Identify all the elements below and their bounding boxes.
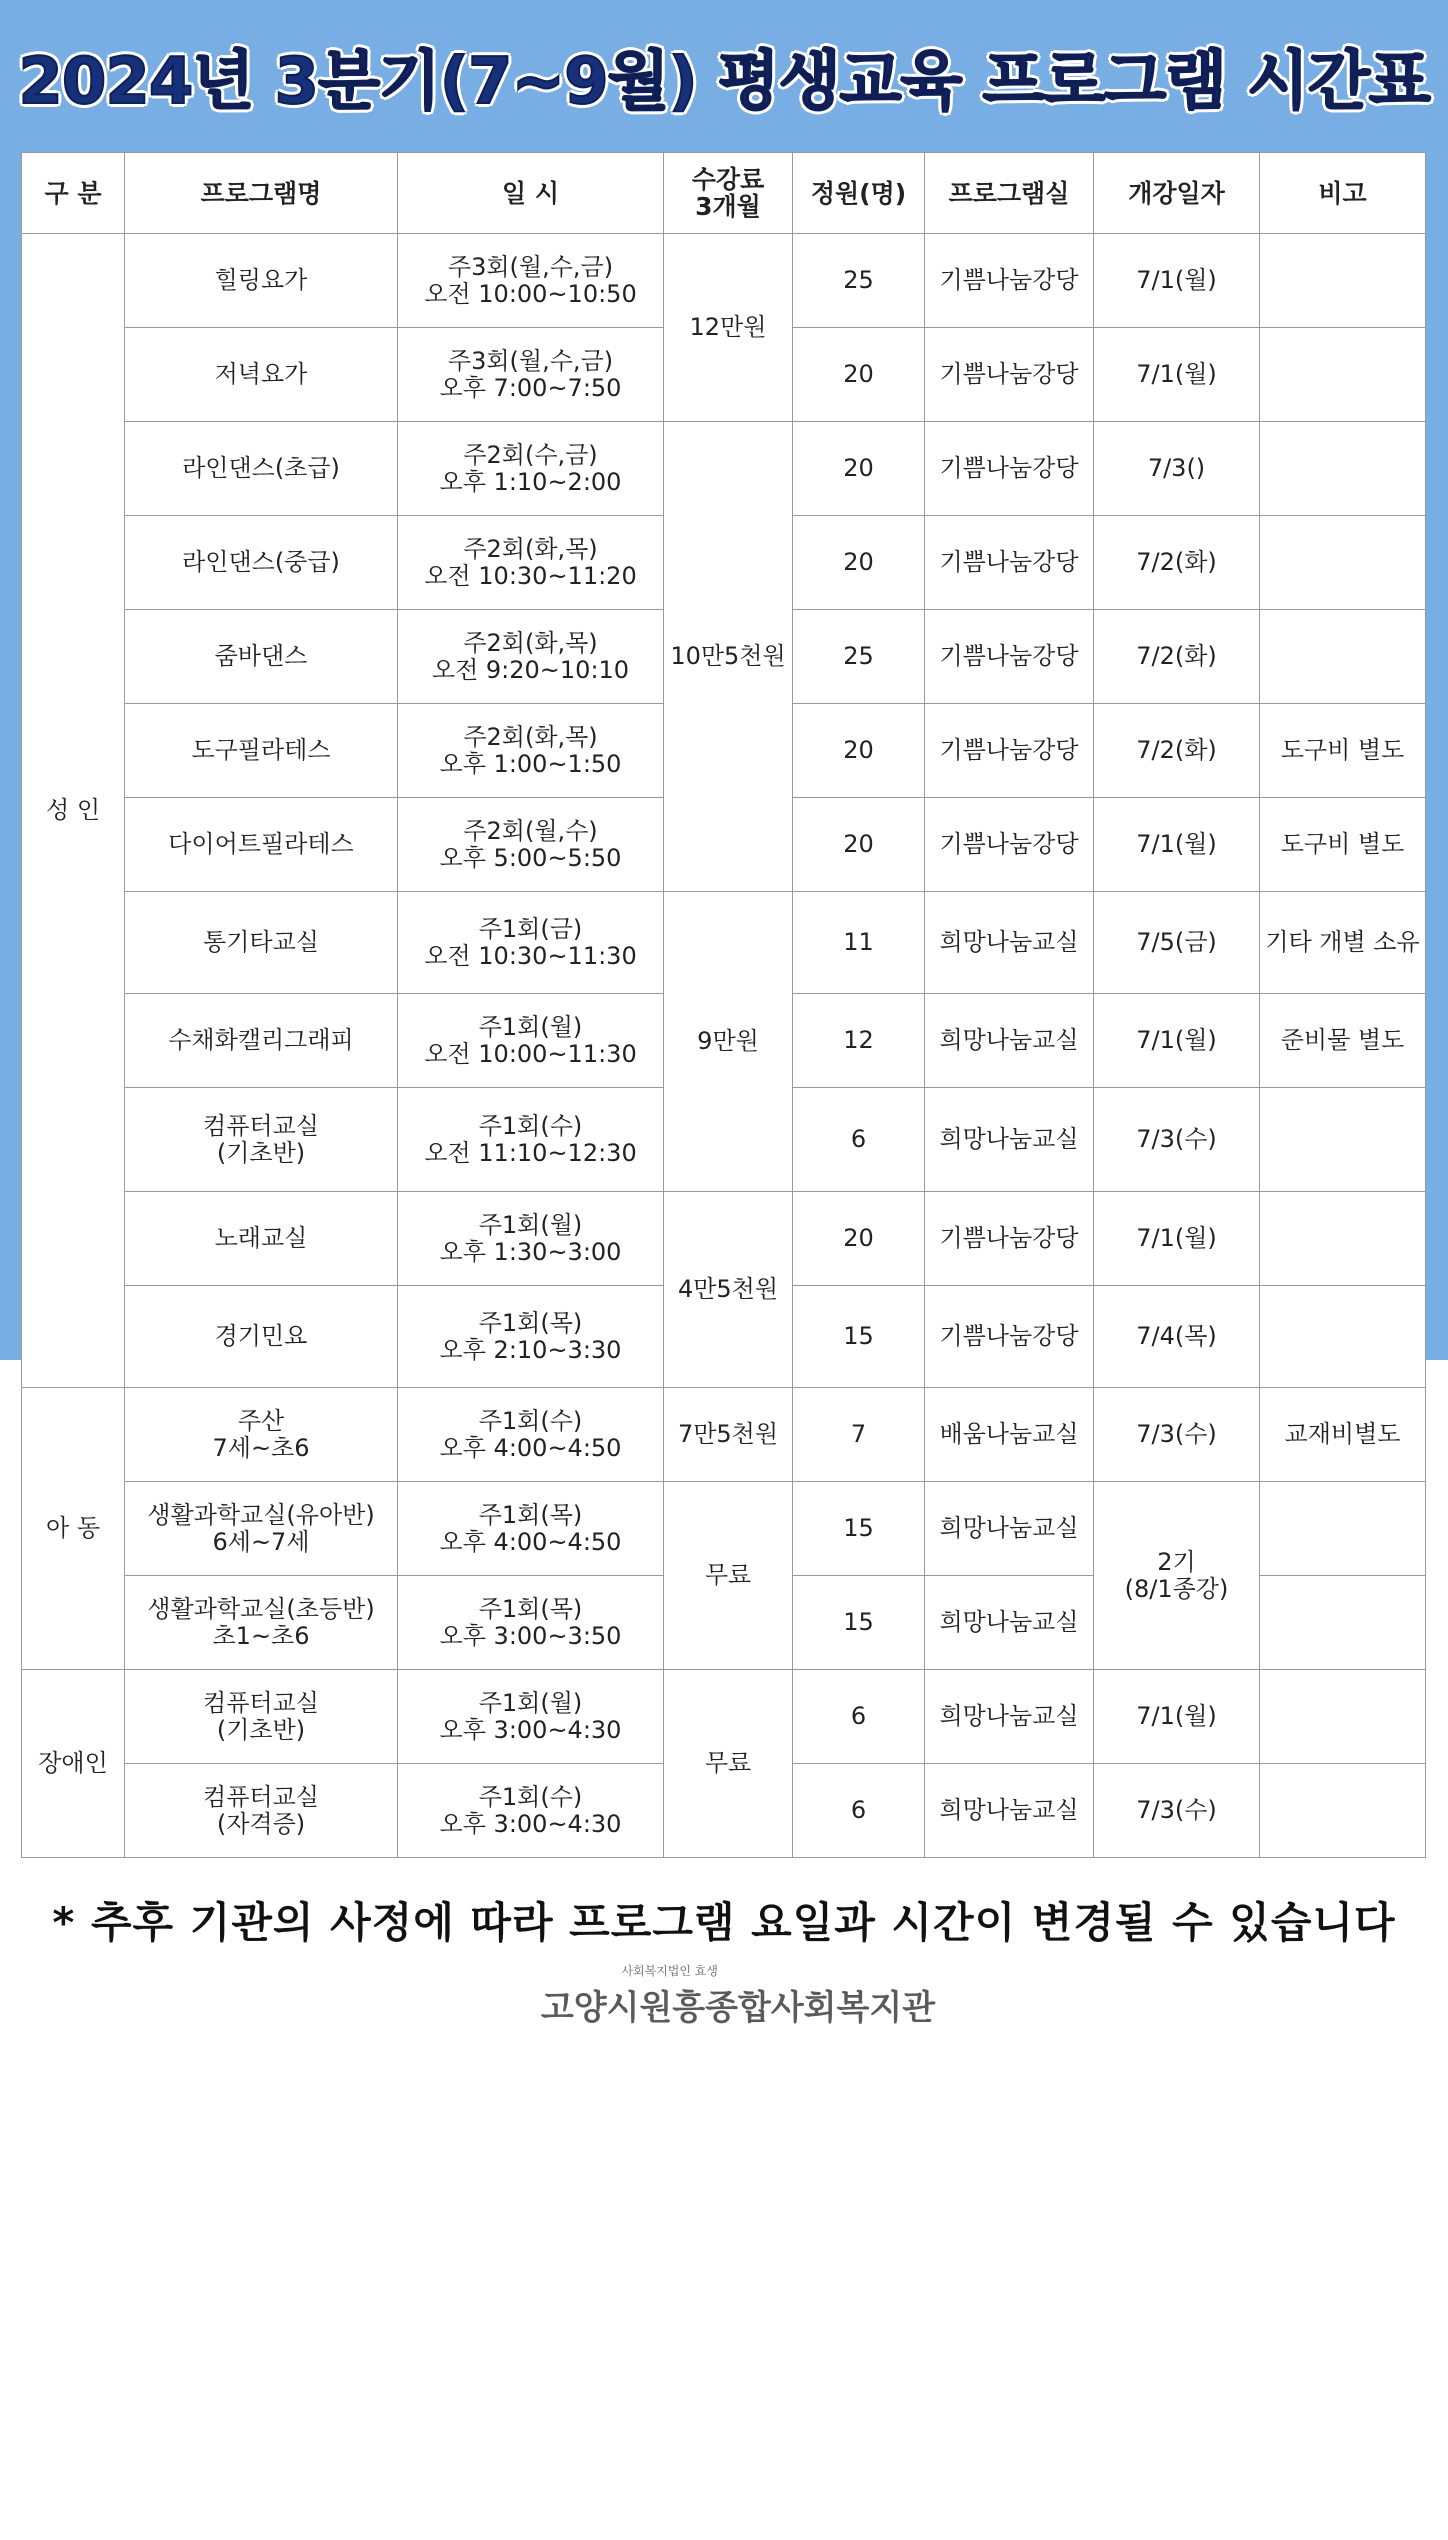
program-capacity: 7 — [793, 1388, 925, 1482]
program-fee: 무료 — [664, 1482, 793, 1670]
program-room: 희망나눔교실 — [925, 1482, 1094, 1576]
program-name: 생활과학교실(유아반) 6세~7세 — [125, 1482, 398, 1576]
table-row — [22, 234, 1426, 328]
program-capacity: 20 — [793, 516, 925, 610]
program-capacity: 20 — [793, 798, 925, 892]
program-room: 희망나눔교실 — [925, 1088, 1094, 1192]
program-name: 노래교실 — [125, 1192, 398, 1286]
program-start: 7/2(화) — [1094, 610, 1260, 704]
table-row — [22, 1192, 1426, 1286]
logo-name: 고양시원흥종합사회복지관 — [540, 1988, 936, 2028]
program-start: 7/1(월) — [1094, 994, 1260, 1088]
program-start: 7/1(월) — [1094, 1670, 1260, 1764]
table-row — [22, 1482, 1426, 1576]
program-fee: 12만원 — [664, 234, 793, 422]
header-room: 프로그램실 — [925, 153, 1094, 234]
program-note — [1260, 234, 1426, 328]
program-capacity: 20 — [793, 328, 925, 422]
organization-logo — [518, 1962, 958, 2032]
program-room: 기쁨나눔강당 — [925, 516, 1094, 610]
program-note — [1260, 610, 1426, 704]
program-capacity: 6 — [793, 1088, 925, 1192]
program-start: 7/1(월) — [1094, 798, 1260, 892]
program-note: 도구비 별도 — [1260, 798, 1426, 892]
program-name: 컴퓨터교실 (기초반) — [125, 1670, 398, 1764]
program-capacity: 11 — [793, 892, 925, 994]
program-note — [1260, 1088, 1426, 1192]
program-note: 도구비 별도 — [1260, 704, 1426, 798]
program-room: 희망나눔교실 — [925, 994, 1094, 1088]
program-room: 희망나눔교실 — [925, 1670, 1094, 1764]
table-row — [22, 1388, 1426, 1482]
program-note — [1260, 422, 1426, 516]
program-start-merged: 2기 (8/1종강) — [1094, 1482, 1260, 1670]
program-schedule: 주1회(금) 오전 10:30~11:30 — [398, 892, 664, 994]
footer-notice: * 추후 기관의 사정에 따라 프로그램 요일과 시간이 변경될 수 있습니다 — [52, 1898, 1396, 1947]
program-note — [1260, 1576, 1426, 1670]
program-room: 기쁨나눔강당 — [925, 422, 1094, 516]
program-schedule: 주1회(월) 오후 3:00~4:30 — [398, 1670, 664, 1764]
program-room: 기쁨나눔강당 — [925, 610, 1094, 704]
program-capacity: 25 — [793, 234, 925, 328]
table-row — [22, 1670, 1426, 1764]
program-note — [1260, 1482, 1426, 1576]
program-capacity: 15 — [793, 1286, 925, 1388]
category-child: 아 동 — [22, 1388, 125, 1670]
program-capacity: 20 — [793, 1192, 925, 1286]
program-capacity: 15 — [793, 1482, 925, 1576]
program-schedule: 주1회(목) 오후 4:00~4:50 — [398, 1482, 664, 1576]
program-name: 도구필라테스 — [125, 704, 398, 798]
program-schedule: 주3회(월,수,금) 오전 10:00~10:50 — [398, 234, 664, 328]
program-start: 7/2(화) — [1094, 704, 1260, 798]
program-schedule: 주1회(목) 오후 3:00~3:50 — [398, 1576, 664, 1670]
category-disabled: 장애인 — [22, 1670, 125, 1858]
header-program: 프로그램명 — [125, 153, 398, 234]
program-name: 수채화캘리그래피 — [125, 994, 398, 1088]
header-start-date: 개강일자 — [1094, 153, 1260, 234]
header-row — [22, 153, 1426, 234]
table-row — [22, 892, 1426, 994]
program-schedule: 주1회(수) 오후 3:00~4:30 — [398, 1764, 664, 1858]
program-capacity: 20 — [793, 422, 925, 516]
program-name: 다이어트필라테스 — [125, 798, 398, 892]
program-name: 줌바댄스 — [125, 610, 398, 704]
program-capacity: 20 — [793, 704, 925, 798]
program-schedule: 주1회(월) 오전 10:00~11:30 — [398, 994, 664, 1088]
program-room: 희망나눔교실 — [925, 1576, 1094, 1670]
program-note — [1260, 1192, 1426, 1286]
program-note: 준비물 별도 — [1260, 994, 1426, 1088]
program-room: 희망나눔교실 — [925, 1764, 1094, 1858]
program-capacity: 15 — [793, 1576, 925, 1670]
program-schedule: 주1회(월) 오후 1:30~3:00 — [398, 1192, 664, 1286]
logo-subtitle: 사회복지법인 효생 — [621, 1964, 718, 1978]
header-note: 비고 — [1260, 153, 1426, 234]
program-capacity: 12 — [793, 994, 925, 1088]
header-capacity: 정원(명) — [793, 153, 925, 234]
program-start: 7/3() — [1094, 422, 1260, 516]
program-name: 힐링요가 — [125, 234, 398, 328]
program-start: 7/3(수) — [1094, 1088, 1260, 1192]
program-note: 교재비별도 — [1260, 1388, 1426, 1482]
program-schedule: 주1회(목) 오후 2:10~3:30 — [398, 1286, 664, 1388]
program-room: 배움나눔교실 — [925, 1388, 1094, 1482]
program-room: 기쁨나눔강당 — [925, 1286, 1094, 1388]
program-name: 저녁요가 — [125, 328, 398, 422]
program-start: 7/3(수) — [1094, 1388, 1260, 1482]
program-name: 경기민요 — [125, 1286, 398, 1388]
program-capacity: 6 — [793, 1764, 925, 1858]
program-name: 주산 7세~초6 — [125, 1388, 398, 1482]
program-room: 기쁨나눔강당 — [925, 798, 1094, 892]
table-row — [22, 422, 1426, 516]
program-name: 생활과학교실(초등반) 초1~초6 — [125, 1576, 398, 1670]
program-start: 7/2(화) — [1094, 516, 1260, 610]
program-room: 희망나눔교실 — [925, 892, 1094, 994]
program-fee: 7만5천원 — [664, 1388, 793, 1482]
program-room: 기쁨나눔강당 — [925, 1192, 1094, 1286]
program-room: 기쁨나눔강당 — [925, 704, 1094, 798]
program-name: 라인댄스(중급) — [125, 516, 398, 610]
program-note: 기타 개별 소유 — [1260, 892, 1426, 994]
header-schedule: 일 시 — [398, 153, 664, 234]
program-fee: 9만원 — [664, 892, 793, 1192]
program-note — [1260, 1670, 1426, 1764]
program-room: 기쁨나눔강당 — [925, 328, 1094, 422]
page-title: 2024년 3분기(7~9월) 평생교육 프로그램 시간표 — [18, 45, 1430, 119]
program-note — [1260, 328, 1426, 422]
program-fee: 무료 — [664, 1670, 793, 1858]
header-fee: 수강료 3개월 — [664, 153, 793, 234]
program-schedule: 주2회(화,목) 오후 1:00~1:50 — [398, 704, 664, 798]
program-start: 7/1(월) — [1094, 1192, 1260, 1286]
program-schedule: 주3회(월,수,금) 오후 7:00~7:50 — [398, 328, 664, 422]
program-fee: 10만5천원 — [664, 422, 793, 892]
program-start: 7/5(금) — [1094, 892, 1260, 994]
program-capacity: 6 — [793, 1670, 925, 1764]
program-capacity: 25 — [793, 610, 925, 704]
program-schedule: 주1회(수) 오후 4:00~4:50 — [398, 1388, 664, 1482]
program-note — [1260, 516, 1426, 610]
program-start: 7/3(수) — [1094, 1764, 1260, 1858]
program-name: 통기타교실 — [125, 892, 398, 994]
program-fee: 4만5천원 — [664, 1192, 793, 1388]
program-note — [1260, 1286, 1426, 1388]
program-schedule: 주2회(화,목) 오전 9:20~10:10 — [398, 610, 664, 704]
program-name: 컴퓨터교실 (자격증) — [125, 1764, 398, 1858]
program-schedule: 주2회(월,수) 오후 5:00~5:50 — [398, 798, 664, 892]
schedule-table — [21, 152, 1426, 1858]
program-schedule: 주2회(수,금) 오후 1:10~2:00 — [398, 422, 664, 516]
header-category: 구 분 — [22, 153, 125, 234]
program-start: 7/1(월) — [1094, 234, 1260, 328]
program-start: 7/1(월) — [1094, 328, 1260, 422]
program-start: 7/4(목) — [1094, 1286, 1260, 1388]
program-schedule: 주2회(화,목) 오전 10:30~11:20 — [398, 516, 664, 610]
program-name: 컴퓨터교실 (기초반) — [125, 1088, 398, 1192]
program-schedule: 주1회(수) 오전 11:10~12:30 — [398, 1088, 664, 1192]
category-adult: 성 인 — [22, 234, 125, 1388]
program-note — [1260, 1764, 1426, 1858]
program-room: 기쁨나눔강당 — [925, 234, 1094, 328]
program-name: 라인댄스(초급) — [125, 422, 398, 516]
